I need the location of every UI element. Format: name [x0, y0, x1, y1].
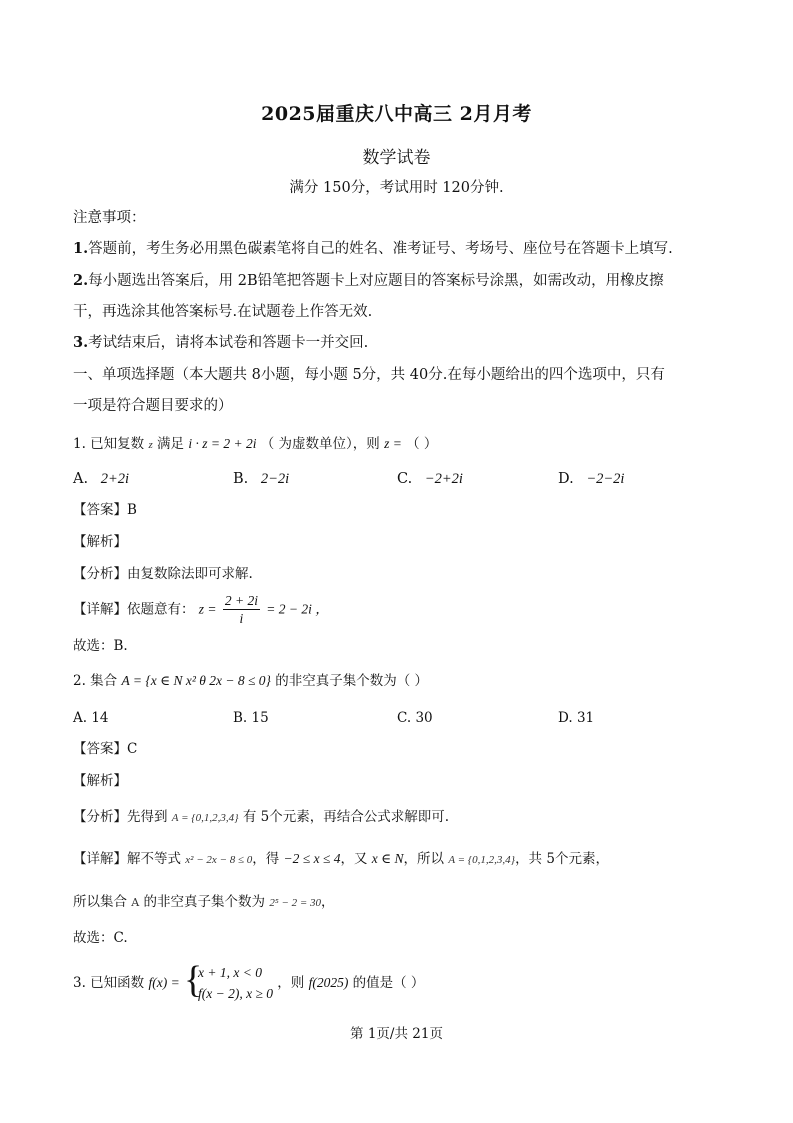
q2-option-b-label: B.	[233, 710, 248, 726]
q3-case-2: f(x − 2), x ≥ 0	[197, 986, 273, 1001]
note-3-text: 考试结束后，请将本试卷和答题卡一并交回.	[88, 335, 369, 351]
q2-option-c-value: 30	[415, 710, 433, 726]
q1-option-d-value: −2−2i	[586, 471, 625, 487]
q2-tail: 的非空真子集个数为（ ）	[275, 673, 429, 689]
q1-fenxi-label: 【分析】	[73, 566, 127, 582]
q2-stem	[73, 671, 428, 691]
q1-var-z: z	[148, 439, 153, 451]
q1-option-d-label: D.	[558, 471, 574, 487]
q2-l2-set-name: A	[131, 896, 140, 909]
q1-frac-numerator: 2 + 2i	[224, 593, 258, 608]
q2-xiangjie-label: 【详解】	[73, 851, 127, 867]
q2-fenxi	[73, 807, 449, 828]
q1-conclusion: 故选：B.	[73, 638, 128, 654]
q3-f2025: f(2025)	[308, 975, 349, 990]
q2-conclusion: 故选：C.	[73, 930, 128, 946]
q1-fenxi-text: 由复数除法即可求解.	[127, 566, 253, 582]
q2-answer-value: C	[127, 741, 138, 757]
q1-option-a-value: 2+2i	[100, 471, 130, 487]
q2-fenxi-label: 【分析】	[73, 809, 127, 825]
q2-option-b-value: 15	[251, 710, 269, 726]
q1-option-a	[73, 469, 129, 489]
q2-xj-e: ，共 5个元素，	[515, 851, 609, 867]
q2-option-d-value: 31	[576, 710, 595, 726]
q1-answer-label: 【答案】	[73, 502, 127, 518]
q2-xj-b: ，得	[252, 851, 280, 867]
q1-xiangjie-label: 【详解】	[73, 601, 127, 618]
q3-fx: f(x) =	[148, 975, 180, 990]
section-1-heading: 一、单项选择题（本大题共 8小题，每小题 5分，共 40分.在每小题给出的四个选项中，只有	[73, 367, 665, 383]
q2-fenxi-set: A = {0,1,2,3,4}	[171, 812, 239, 824]
q3-brace: {	[183, 959, 203, 1001]
q1-xiangjie-pre: 依题意有：	[127, 601, 195, 618]
q3-case-1: x + 1, x < 0	[197, 965, 262, 980]
q1-fraction	[223, 592, 260, 627]
q1-tail: （ ）	[406, 436, 438, 452]
q1-option-b-label: B.	[233, 471, 249, 487]
q2-l2-a: 所以集合	[73, 894, 127, 910]
q2-xiangjie	[73, 849, 609, 870]
q2-answer	[73, 739, 137, 759]
q2-analysis-label: 【解析】	[73, 773, 127, 789]
q3-stem	[73, 959, 425, 1004]
q1-fenxi	[73, 564, 253, 584]
q2-option-c	[397, 708, 433, 728]
page-footer: 第 1页/共 21页	[350, 1026, 443, 1042]
q2-fenxi-a: 先得到	[127, 809, 168, 825]
q2-l2-b: 的非空真子集个数为	[143, 894, 266, 910]
exam-title: 2025届重庆八中高三 2月月考	[261, 103, 532, 125]
q2-l2-expr: 2⁵ − 2 = 30	[269, 897, 322, 909]
q2-option-d-label: D.	[558, 710, 573, 726]
exam-info: 满分 150分，考试用时 120分钟.	[289, 180, 504, 196]
q2-prefix: 2. 集合	[73, 673, 118, 689]
q2-xj-c: ，又	[340, 851, 368, 867]
q3-piecewise	[183, 959, 273, 1004]
q1-answer	[73, 500, 137, 520]
note-1-text: 答题前，考生务必用黑色碳素笔将自己的姓名、准考证号、考场号、座位号在答题卡上填写.	[88, 241, 673, 257]
q1-option-b	[233, 469, 289, 489]
q1-cond-expr: i · z = 2 + 2i	[188, 436, 257, 451]
q2-xj-a: 解不等式	[127, 851, 181, 867]
section-1-heading-continued: 一项是符合题目要求的）	[73, 398, 233, 414]
note-3	[73, 333, 368, 353]
q3-mid: ，则	[277, 975, 305, 991]
q1-analysis-label: 【解析】	[73, 534, 127, 550]
q2-answer-label: 【答案】	[73, 741, 127, 757]
q3-prefix: 3. 已知函数	[73, 975, 145, 991]
q2-option-a-label: A.	[73, 710, 88, 726]
q1-paren: （ 为虚数单位），则	[260, 436, 380, 452]
note-2-text: 每小题选出答案后，用 2B铅笔把答题卡上对应题目的答案标号涂黑，如需改动，用橡皮擦	[88, 273, 664, 289]
q2-xiangjie-line2	[73, 892, 335, 913]
note-1-number: 1.	[73, 240, 89, 257]
q2-l2-c: ，	[321, 894, 335, 910]
note-1	[73, 239, 673, 259]
q1-option-c	[397, 469, 463, 489]
notes-heading: 注意事项：	[73, 210, 146, 226]
q2-fenxi-b: 有 5个元素，再结合公式求解即可.	[242, 809, 450, 825]
note-2-number: 2.	[73, 272, 89, 289]
q2-set-expr: A = {x ∈ N x² θ 2x − 8 ≤ 0}	[121, 673, 271, 688]
q1-option-b-value: 2−2i	[260, 471, 290, 487]
q2-option-a	[73, 708, 109, 728]
q1-stem	[73, 434, 437, 455]
note-2	[73, 271, 664, 291]
note-2-continued: 干，再选涂其他答案标号.在试题卷上作答无效.	[73, 304, 373, 320]
q1-option-a-label: A.	[73, 471, 89, 487]
q2-xj-range: −2 ≤ x ≤ 4	[283, 851, 341, 866]
q3-tail: 的值是（ ）	[352, 975, 425, 991]
q2-xj-inequality: x² − 2x − 8 ≤ 0	[185, 854, 253, 866]
q1-prefix: 1. 已知复数	[73, 436, 145, 452]
q2-option-d	[558, 708, 594, 728]
note-3-number: 3.	[73, 334, 89, 351]
q1-option-c-value: −2+2i	[424, 471, 463, 487]
q1-option-d	[558, 469, 624, 489]
q1-frac-rhs: = 2 − 2i ，	[266, 601, 329, 617]
q1-option-c-label: C.	[397, 471, 413, 487]
q1-answer-value: B	[127, 502, 137, 518]
q1-ask: z =	[384, 436, 402, 451]
q2-xj-in: x ∈ N	[371, 851, 404, 866]
q1-frac-lhs: z =	[198, 601, 217, 617]
q2-option-a-value: 14	[91, 710, 109, 726]
q2-xj-set: A = {0,1,2,3,4}	[448, 854, 516, 866]
q1-xiangjie	[73, 592, 329, 627]
q1-cond-label: 满足	[157, 436, 185, 452]
exam-subtitle: 数学试卷	[362, 148, 431, 168]
q2-option-b	[233, 708, 269, 728]
q2-option-c-label: C.	[397, 710, 412, 726]
q2-xj-d: ，所以	[403, 851, 445, 867]
q1-frac-denominator: i	[239, 611, 244, 626]
